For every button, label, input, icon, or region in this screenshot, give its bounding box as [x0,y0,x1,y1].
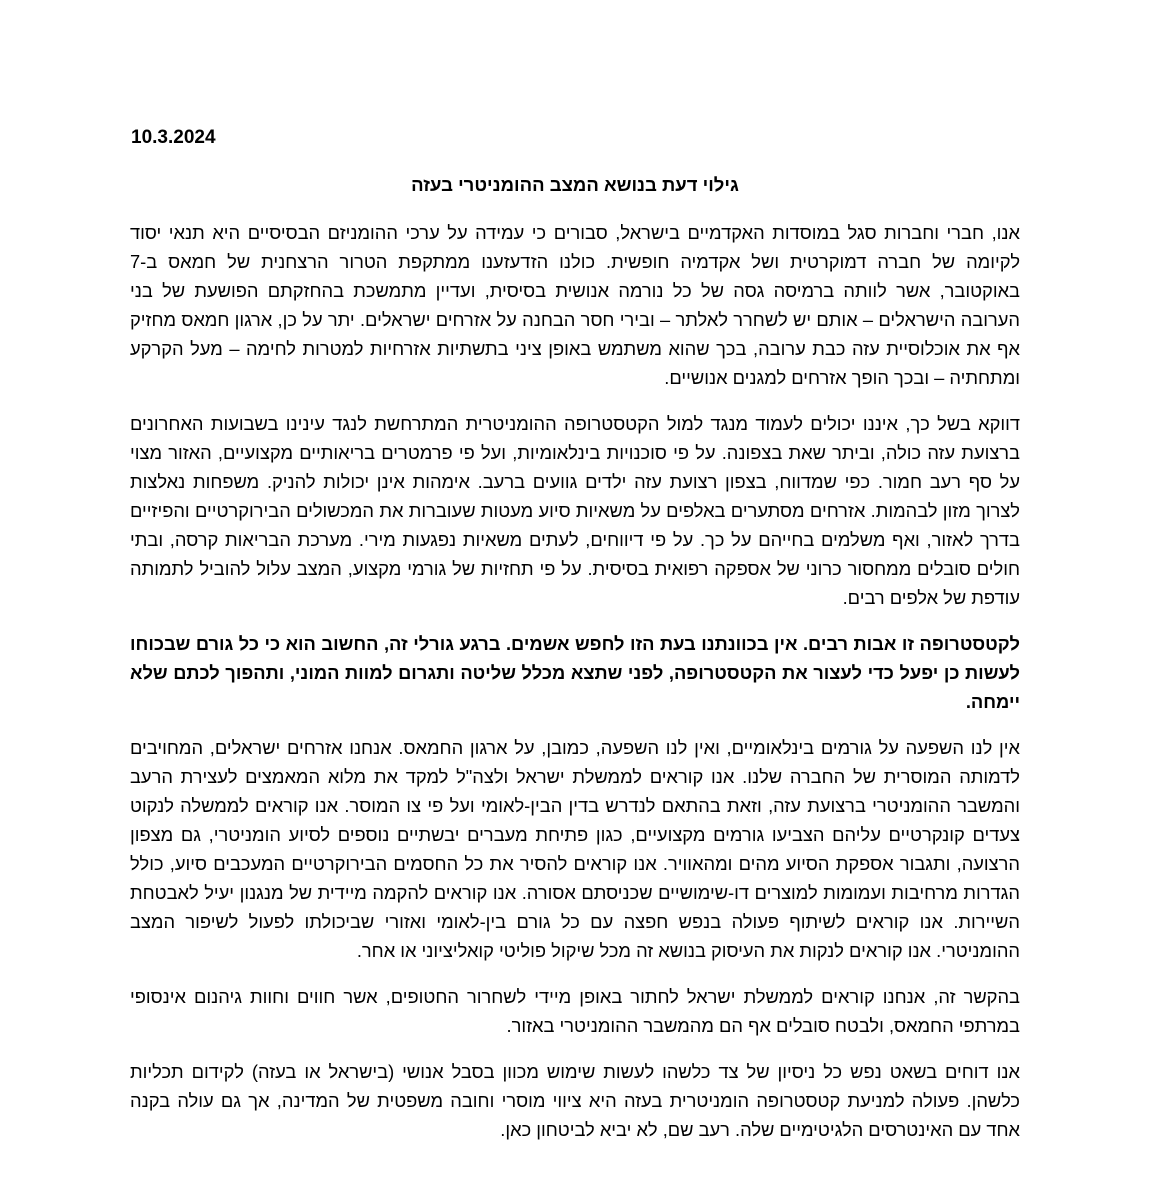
document-body [130,218,1020,1161]
document-date: 10.3.2024 [131,127,216,148]
paragraph-demands: אין לנו השפעה על גורמים בינלאומיים, ואין לנו השפעה, כמובן, על ארגון החמאס. אנחנו אזרחים ישראלים, המחויבים לדמותה המוסרית של החברה שלנו. אנו קוראים לממשלת ישראל ולצה"ל למקד את מלוא המאמצים לעצירת הרעב והמשבר ההומניטרי ברצועת עזה, וזאת בהתאם לנדרש בדין הבין-לאומי ועל פי צו המוסר. אנו קוראים לממשלה לנקוט צעדים קונקרטיים עליהם הצביעו גורמים מקצועיים, כגון פתיחת מעברים יבשתיים נוספים לסיוע הומניטרי, גם מצפון הרצועה, ותגבור אספקת הסיוע מהים ומהאוויר. אנו קוראים להסיר את כל החסמים הבירוקרטיים המעכבים סיוע, כולל הגדרות מרחיבות ועמומות למוצרים דו-שימושיים שכניסתם אסורה. אנו קוראים להקמה מיידית של מנגנון יעיל לאבטחת השיירות. אנו קוראים לשיתוף פעולה בנפש חפצה עם כל גורם בין-לאומי ואזורי שביכולתו לפעול לשיפור המצב ההומניטרי. אנו קוראים לנקות את העיסוק בנושא זה מכל שיקול פוליטי קואליציוני או אחר. [130,737,1020,961]
document-title: גילוי דעת בנושא המצב ההומניטרי בעזה [411,174,739,195]
paragraph-conclusion: אנו דוחים בשאט נפש כל ניסיון של צד כלשהו לעשות שימוש מכוון בסבל אנושי (בישראל או בעזה) לקידום תכליות כלשהן. פעולה למניעת קטסטרופה הומניטרית בעזה היא ציווי מוסרי וחובה משפטית של המדינה, אך גם עולה בקנה אחד עם האינטרסים הלגיטימיים שלה. רעב שם, לא יביא לביטחון כאן. [130,1061,1020,1140]
paragraph-call-to-act: לקטסטרופה זו אבות רבים. אין בכוונתנו בעת הזו לחפש אשמים. ברגע גורלי זה, החשוב הוא כי כל גורם שבכוחו לעשות כן יפעל כדי לעצור את הקטסטרופה, לפני שתצא מכלל שליטה ותגרום למוות המוני, ותהפוך לכתם שלא יימחה. [130,633,1020,712]
paragraph-hostages: בהקשר זה, אנחנו קוראים לממשלת ישראל לחתור באופן מיידי לשחרור החטופים, אשר חווים וחוות גיהנום אינסופי במרתפי החמאס, ולבטח סובלים אף הם מהמשבר ההומניטרי באזור. [130,986,1020,1036]
paragraph-humanitarian-catastrophe: דווקא בשל כך, איננו יכולים לעמוד מנגד למול הקטסטרופה ההומניטרית המתרחשת לנגד עינינו בשבועות האחרונים ברצועת עזה כולה, וביתר שאת בצפונה. על פי סוכנויות בינלאומיות, ועל פי פרמטרים בריאותיים מקצועיים, האזור מצוי על סף רעב חמור. כפי שמדווח, בצפון רצועת עזה ילדים גוועים ברעב. אימהות אינן יכולות להניק. משפחות נאלצות לצרוך מזון לבהמות. אזרחים מסתערים באלפים על משאיות סיוע מעטות שעוברות את המכשולים הבירוקרטיים והפיזיים בדרך לאזור, ואף משלמים בחייהם על כך. על פי דיווחים, לעתים משאיות נפגעות מירי. מערכת הבריאות קרסה, ובתי חולים סובלים ממחסור כרוני של אספקה רפואית בסיסית. על פי תחזיות של גורמי מקצוע, המצב עלול להוביל לתמותה עודפת של אלפים רבים. [130,413,1020,608]
paragraph-intro: אנו, חברי וחברות סגל במוסדות האקדמיים בישראל, סבורים כי עמידה על ערכי ההומניזם הבסיסיים היא תנאי יסוד לקיומה של חברה דמוקרטית ושל אקדמיה חופשית. כולנו הזדעזענו ממתקפת הטרור הרצחנית של חמאס ב-7 באוקטובר, אשר לוותה ברמיסה גסה של כל נורמה אנושית בסיסית, ועדיין מתמשכת בהחזקתם הפושעת של בני הערובה הישראלים – אותם יש לשחרר לאלתר – ובירי חסר הבחנה על אזרחים ישראלים. יתר על כן, ארגון חמאס מחזיק אף את אוכלוסיית עזה כבת ערובה, בכך שהוא משתמש באופן ציני בתשתיות אזרחיות למטרות לחימה – מעל הקרקע ומתחתיה – ובכך הופך אזרחים למגנים אנושיים. [130,222,1020,388]
